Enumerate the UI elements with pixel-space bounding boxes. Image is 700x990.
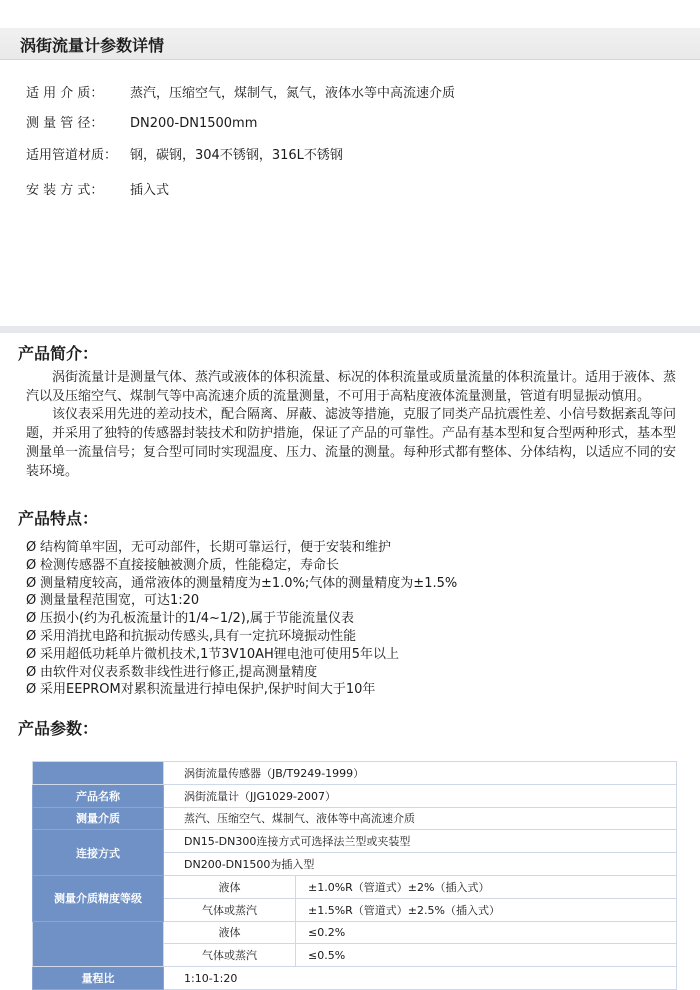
title-band	[0, 28, 700, 60]
bullet-marker: Ø	[26, 646, 37, 662]
table-cell: 涡街流量计（JJG1029-2007）	[164, 784, 677, 807]
list-item: Ø 采用消扰电路和抗振动传感头,具有一定抗环境振动性能	[26, 628, 357, 644]
feature-list	[26, 539, 457, 699]
bullet-marker: Ø	[26, 682, 37, 698]
intro-heading: 产品简介：	[18, 344, 99, 363]
list-item: Ø 测量量程范围宽，可达1:20	[26, 593, 200, 609]
table-header-cell: 量程比	[33, 967, 164, 990]
table-row	[33, 875, 677, 898]
bullet-marker: Ø	[26, 628, 37, 644]
spec-label: 适用管道材质：	[26, 148, 118, 163]
list-item: Ø 采用EEPROM对累积流量进行掉电保护,保护时间大于10年	[26, 682, 376, 698]
table-cell: DN200-DN1500为插入型	[164, 853, 677, 876]
intro-text	[26, 369, 676, 481]
spec-row-install	[26, 179, 169, 198]
table-header-cell: 连接方式	[33, 830, 164, 876]
spec-row-material	[26, 144, 343, 163]
table-row	[33, 784, 677, 807]
table-row	[33, 967, 677, 990]
list-item: Ø 由软件对仪表系数非线性进行修正,提高测量精度	[26, 664, 318, 680]
spec-row-medium	[26, 82, 455, 101]
spec-row-diameter	[26, 112, 257, 131]
spec-value: DN200-DN1500mm	[130, 116, 258, 131]
list-item: Ø 检测传感器不直接接触被测介质，性能稳定，寿命长	[26, 557, 340, 573]
bullet-marker: Ø	[26, 575, 37, 591]
spec-value: 钢，碳钢，304不锈钢，316L不锈钢	[130, 148, 343, 163]
table-cell: ±1.5%R（管道式）±2.5%（插入式）	[296, 898, 677, 921]
table-cell: DN15-DN300连接方式可选择法兰型或夹装型	[164, 830, 677, 853]
table-cell: 气体或蒸汽	[164, 898, 296, 921]
table-cell: 气体或蒸汽	[164, 944, 296, 967]
page-title: 涡街流量计参数详情	[20, 36, 165, 55]
bullet-marker: Ø	[26, 664, 37, 680]
table-row	[33, 762, 677, 785]
table-cell: ±1.0%R（管道式）±2%（插入式）	[296, 875, 677, 898]
bullet-marker: Ø	[26, 540, 37, 555]
table-cell: 液体	[164, 921, 296, 944]
section-divider	[0, 326, 700, 333]
table-header-cell	[33, 762, 164, 785]
list-item: Ø 采用超低功耗单片微机技术,1节3V10AH锂电池可使用5年以上	[26, 646, 400, 662]
table-header-cell: 测量介质	[33, 807, 164, 830]
table-header-cell: 测量介质精度等级	[33, 875, 164, 921]
params-table	[32, 761, 677, 990]
spec-label: 安 装 方 式：	[26, 183, 104, 198]
table-cell: 涡街流量传感器（JB/T9249-1999）	[164, 762, 677, 785]
spec-value: 插入式	[130, 183, 170, 198]
intro-paragraph: 涡街流量计是测量气体、蒸汽或液体的体积流量、标况的体积流量或质量流量的体积流量计。适用于液体、蒸汽以及压缩空气、煤制气等中高流速介质的流量测量，不可用于高粘度液体流量测量，管道有明显振动慎用。	[26, 370, 677, 404]
table-cell: ≤0.5%	[296, 944, 677, 967]
spec-value: 蒸汽，压缩空气，煤制气，氮气，液体水等中高流速介质	[130, 86, 456, 101]
spec-label: 适 用 介 质：	[26, 86, 104, 101]
list-item: Ø 测量精度较高，通常液体的测量精度为±1.0%;气体的测量精度为±1.5%	[26, 575, 458, 591]
bullet-marker: Ø	[26, 593, 37, 609]
spec-label: 测 量 管 径：	[26, 116, 104, 131]
bullet-marker: Ø	[26, 557, 37, 573]
table-header-cell: 产品名称	[33, 784, 164, 807]
features-heading: 产品特点：	[18, 509, 99, 528]
table-cell: 蒸汽、压缩空气、煤制气、液体等中高流速介质	[164, 807, 677, 830]
table-cell: ≤0.2%	[296, 921, 677, 944]
list-item: Ø 结构简单牢固，无可动部件，长期可靠运行，便于安装和维护	[26, 540, 392, 555]
params-heading: 产品参数：	[18, 719, 99, 738]
table-header-cell	[33, 921, 164, 967]
table-cell: 液体	[164, 875, 296, 898]
list-item: Ø 压损小(约为孔板流量计的1/4~1/2),属于节能流量仪表	[26, 611, 355, 627]
intro-paragraph: 该仪表采用先进的差动技术，配合隔离、屏蔽、滤波等措施，克服了同类产品抗震性差、小信号数据紊乱等问题，并采用了独特的传感器封装技术和防护措施，保证了产品的可靠性。产品有基本型和复合型两种形式，基本型测量单一流量信号；复合型可同时实现温度、压力、流量的测量。每种形式都有整体、分体结构，以适应不同的安装环境。	[26, 407, 677, 479]
table-row	[33, 807, 677, 830]
table-cell: 1:10-1:20	[164, 967, 677, 990]
bullet-marker: Ø	[26, 611, 37, 627]
table-row	[33, 830, 677, 853]
table-row	[33, 921, 677, 944]
